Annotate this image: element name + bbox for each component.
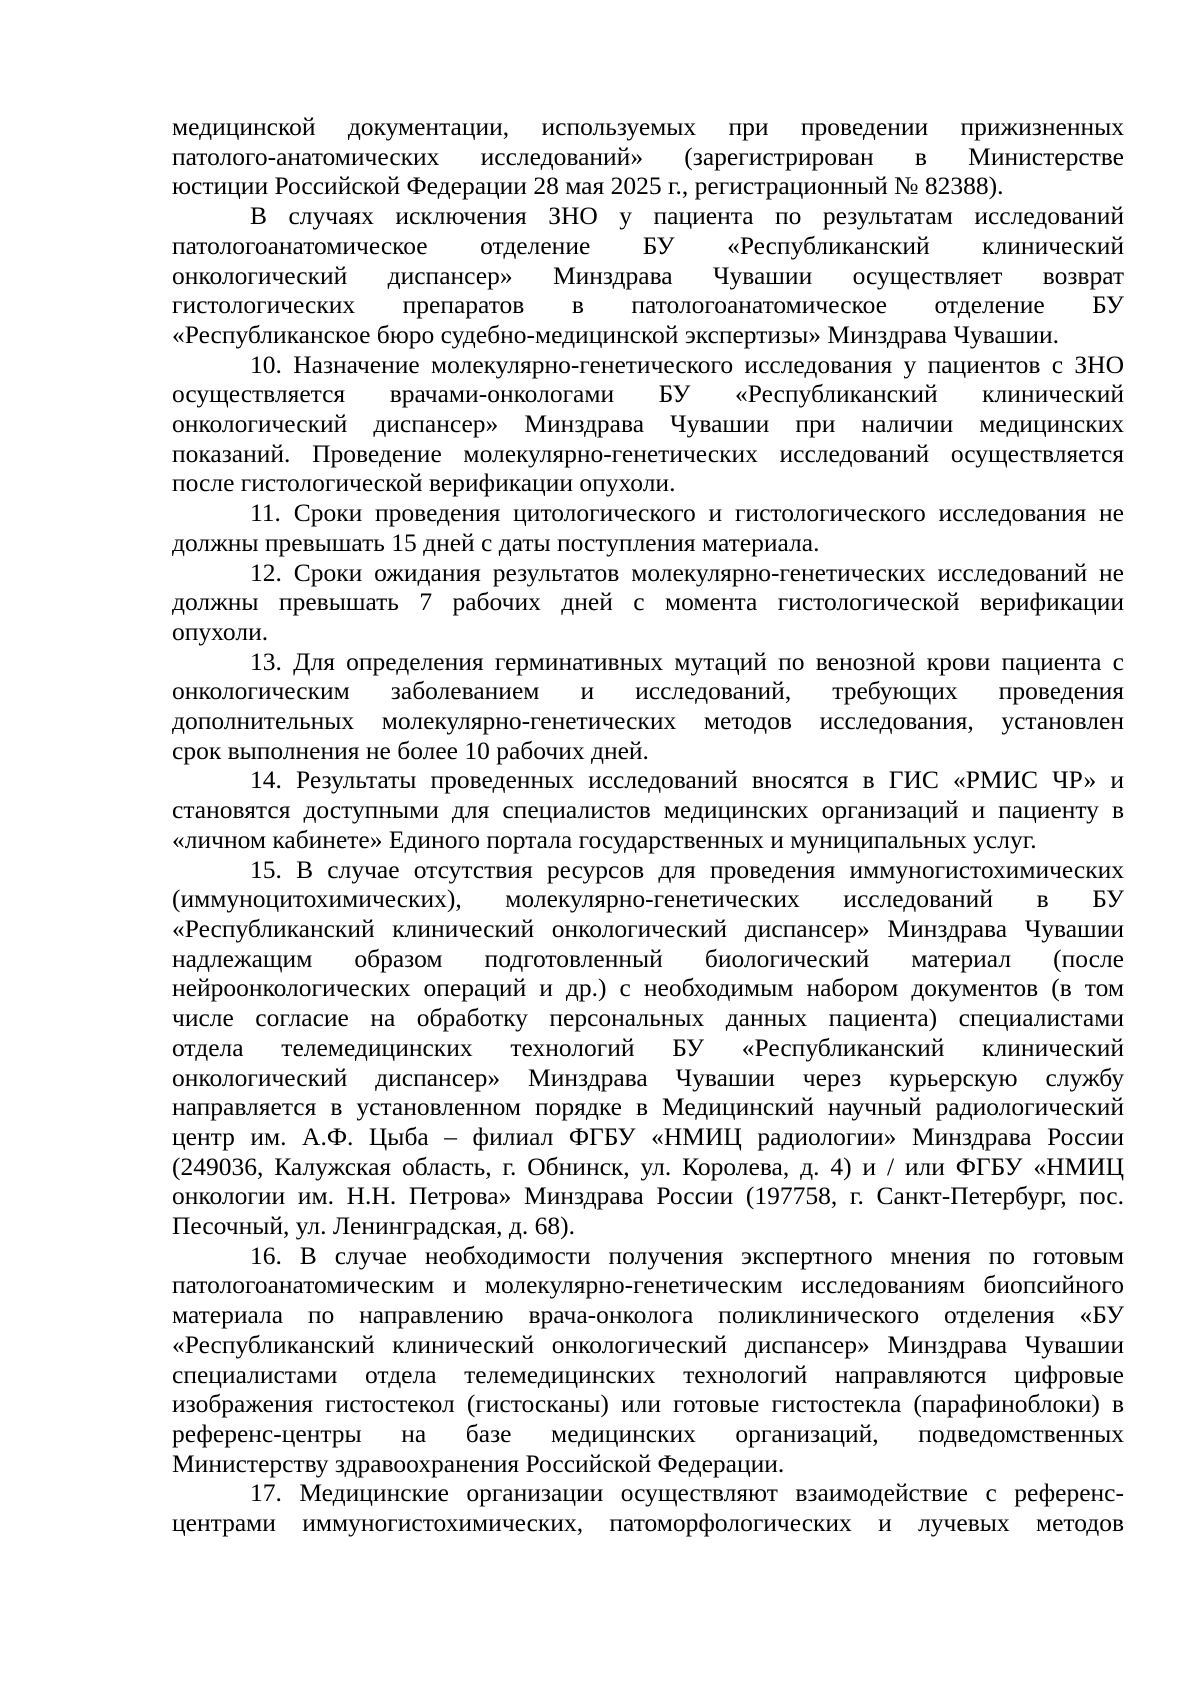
- text-line: патологоанатомическим и молекулярно-генетическим исследованиям биопсийного: [172, 1270, 1124, 1300]
- text-line: патологоанатомическое отделение БУ «Республиканский клинический: [172, 230, 1124, 260]
- text-line: медицинской документации, используемых при проведении прижизненных: [172, 112, 1124, 141]
- text-line: 13. Для определения герминативных мутаций по венозной крови пациента с: [250, 646, 1124, 676]
- text-line: (иммуноцитохимических), молекулярно-генетических исследований в БУ: [172, 884, 1124, 914]
- text-line: «Республиканское бюро судебно-медицинской экспертизы» Минздрава Чувашии.: [172, 319, 1059, 349]
- text-line: 12. Сроки ожидания результатов молекулярно-генетических исследований не: [250, 557, 1124, 587]
- text-line: 10. Назначение молекулярно-генетического исследования у пациентов с ЗНО: [250, 349, 1124, 379]
- text-line: изображения гистостекол (гистосканы) или готовые гистостекла (парафиноблоки) в: [172, 1389, 1124, 1419]
- text-line: 16. В случае необходимости получения экспертного мнения по готовым: [250, 1240, 1124, 1270]
- text-line: Песочный, ул. Ленинградская, д. 68).: [172, 1211, 575, 1241]
- paragraph-item-13: [172, 647, 1124, 766]
- text-line: Министерству здравоохранения Российской Федерации.: [172, 1448, 785, 1478]
- text-line: онкологический диспансер» Минздрава Чувашии осуществляет возврат: [172, 260, 1124, 290]
- text-line: срок выполнения не более 10 рабочих дней.: [172, 735, 649, 765]
- text-line: числе согласие на обработку персональных данных пациента) специалистами: [172, 1003, 1124, 1033]
- text-line: надлежащим образом подготовленный биологический материал (после: [172, 943, 1124, 973]
- text-line: нейроонкологических операций и др.) с необходимым набором документов (в том: [172, 973, 1124, 1003]
- text-line: центр им. А.Ф. Цыба – филиал ФГБУ «НМИЦ радиологии» Минздрава России: [172, 1121, 1124, 1151]
- text-line: после гистологической верификации опухоли.: [172, 468, 676, 498]
- text-line: онкологическим заболеванием и исследований, требующих проведения: [172, 676, 1124, 706]
- text-line: специалистами отдела телемедицинских технологий направляются цифровые: [172, 1359, 1124, 1389]
- text-line: центрами иммуногистохимических, патоморфологических и лучевых методов: [172, 1508, 1124, 1538]
- text-line: онкологический диспансер» Минздрава Чувашии при наличии медицинских: [172, 409, 1124, 439]
- text-line: 17. Медицинские организации осуществляют взаимодействие с референс-: [250, 1478, 1124, 1508]
- text-line: «Республиканский клинический онкологический диспансер» Минздрава Чувашии: [172, 1329, 1124, 1359]
- paragraph-item-15: [172, 855, 1124, 1241]
- text-line: становятся доступными для специалистов медицинских организаций и пациенту в: [172, 795, 1124, 825]
- paragraph-continuation: [172, 112, 1124, 201]
- paragraph-item-12: [172, 558, 1124, 647]
- text-line: «личном кабинете» Единого портала государственных и муниципальных услуг.: [172, 824, 1037, 854]
- text-line: (249036, Калужская область, г. Обнинск, ул. Королева, д. 4) и / или ФГБУ «НМИЦ: [172, 1151, 1124, 1181]
- text-line: референс-центры на базе медицинских организаций, подведомственных: [172, 1418, 1124, 1448]
- text-line: направляется в установленном порядке в Медицинский научный радиологический: [172, 1092, 1124, 1122]
- paragraph-item-16: [172, 1241, 1124, 1479]
- text-line: осуществляется врачами-онкологами БУ «Республиканский клинический: [172, 379, 1124, 409]
- document-page: [172, 112, 1124, 1538]
- text-line: материала по направлению врача-онколога поликлинического отделения «БУ: [172, 1300, 1124, 1330]
- paragraph-item-11: [172, 498, 1124, 557]
- paragraph-item-10: [172, 350, 1124, 499]
- text-line: отдела телемедицинских технологий БУ «Республиканский клинический: [172, 1032, 1124, 1062]
- paragraph-zno-exclusion: [172, 201, 1124, 350]
- paragraph-item-17: [172, 1478, 1124, 1537]
- text-line: показаний. Проведение молекулярно-генетических исследований осуществляется: [172, 438, 1124, 468]
- text-line: 14. Результаты проведенных исследований вносятся в ГИС «РМИС ЧР» и: [250, 765, 1124, 795]
- text-line: должны превышать 15 дней с даты поступления материала.: [172, 527, 820, 557]
- text-line: онкологический диспансер» Минздрава Чувашии через курьерскую службу: [172, 1062, 1124, 1092]
- text-line: опухоли.: [172, 616, 269, 646]
- text-line: гистологических препаратов в патологоанатомическое отделение БУ: [172, 290, 1124, 320]
- text-line: В случаях исключения ЗНО у пациента по результатам исследований: [250, 201, 1124, 231]
- paragraph-item-14: [172, 765, 1124, 854]
- text-line: «Республиканский клинический онкологический диспансер» Минздрава Чувашии: [172, 913, 1124, 943]
- text-line: должны превышать 7 рабочих дней с момента гистологической верификации: [172, 587, 1124, 617]
- text-line: дополнительных молекулярно-генетических методов исследования, установлен: [172, 706, 1124, 736]
- text-line: 11. Сроки проведения цитологического и гистологического исследования не: [250, 498, 1124, 528]
- text-line: юстиции Российской Федерации 28 мая 2025 г., регистрационный № 82388).: [172, 171, 1004, 201]
- text-line: 15. В случае отсутствия ресурсов для проведения иммуногистохимических: [250, 854, 1124, 884]
- text-line: патолого-анатомических исследований» (зарегистрирован в Министерстве: [172, 141, 1124, 171]
- text-line: онкологии им. Н.Н. Петрова» Минздрава России (197758, г. Санкт-Петербург, пос.: [172, 1181, 1124, 1211]
